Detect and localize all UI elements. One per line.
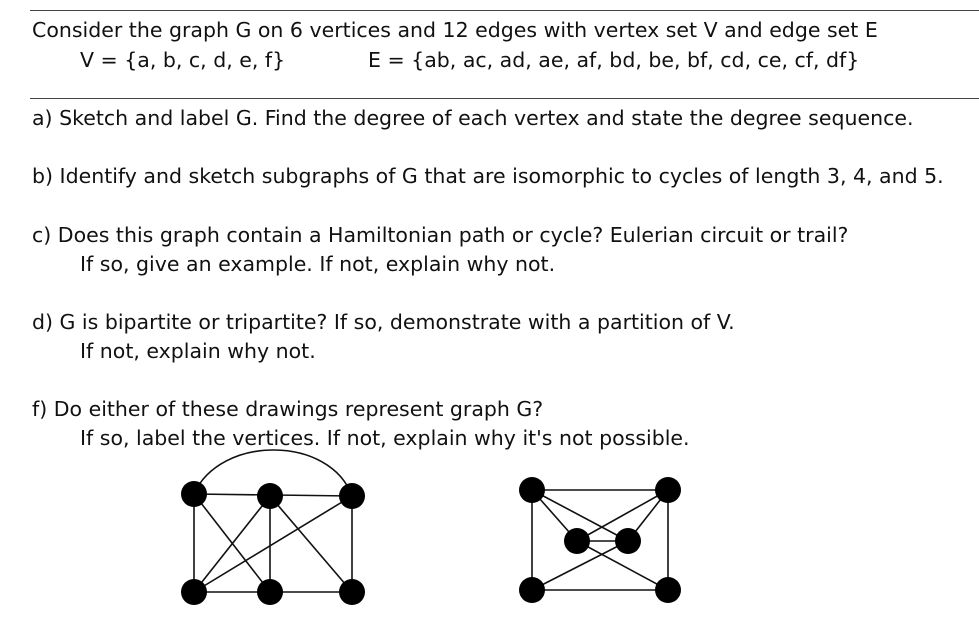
edge — [194, 496, 352, 592]
vertex — [655, 577, 681, 603]
vertex — [655, 477, 681, 503]
question-b: b) Identify and sketch subgraphs of G that are isomorphic to cycles of length 3, 4, and 5. — [32, 164, 944, 188]
vertex — [564, 528, 590, 554]
vertex — [519, 577, 545, 603]
vertex — [519, 477, 545, 503]
graph-drawing-right — [532, 490, 668, 590]
vertex-set: V = {a, b, c, d, e, f} — [80, 48, 286, 72]
edge-set: E = {ab, ac, ad, ae, af, bd, be, bf, cd, ce, cf, df} — [368, 48, 860, 72]
question-f-followup: If so, label the vertices. If not, explain why it's not possible. — [80, 426, 690, 450]
question-c: c) Does this graph contain a Hamiltonian path or cycle? Eulerian circuit or trail? — [32, 223, 849, 247]
edge — [270, 496, 352, 592]
vertex — [257, 483, 283, 509]
vertex — [339, 579, 365, 605]
question-d-followup: If not, explain why not. — [80, 339, 316, 363]
vertex — [615, 528, 641, 554]
vertex — [181, 579, 207, 605]
question-a: a) Sketch and label G. Find the degree of each vertex and state the degree sequence. — [32, 106, 914, 130]
vertex — [339, 483, 365, 509]
intro-line: Consider the graph G on 6 vertices and 12 edges with vertex set V and edge set E — [32, 18, 878, 42]
vertex — [181, 481, 207, 507]
question-d: d) G is bipartite or tripartite? If so, demonstrate with a partition of V. — [32, 310, 735, 334]
question-c-followup: If so, give an example. If not, explain why not. — [80, 252, 556, 276]
question-f: f) Do either of these drawings represent graph G? — [32, 397, 544, 421]
vertex — [257, 579, 283, 605]
